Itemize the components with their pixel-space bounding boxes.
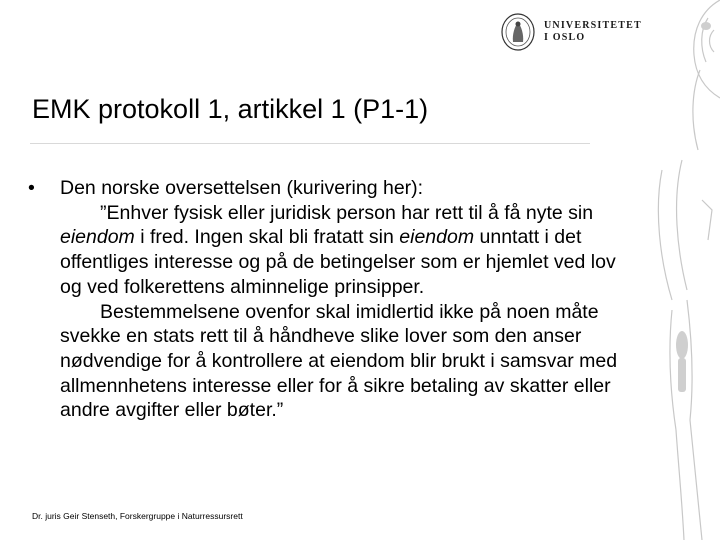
slide-body (28, 176, 618, 423)
logo-line-1: UNIVERSITETET (544, 20, 642, 31)
bullet-icon: • (28, 177, 35, 199)
quote-paragraph-1 (60, 201, 618, 300)
decorative-sketch (642, 0, 720, 540)
logo-line-2: I OSLO (544, 32, 586, 43)
slide-title: EMK protokoll 1, artikkel 1 (P1-1) (32, 94, 429, 124)
bullet-item (28, 176, 618, 201)
quote-p1-part3: unntatt i det offentliges interesse og på de betingelser som er hjemlet ved lov og ved folkerettens alminnelige prinsipper. (60, 226, 616, 298)
quote-paragraph-2: Bestemmelsene ovenfor skal imidlertid ikke på noen måte svekke en stats rett til å håndheve slike lover som den anser nødvendige for å kontrollere at eiendom blir brukt i samsvar med allmennhetens interesse eller for å sikre betaling av skatter eller andre avgifter eller bøter.” (60, 300, 618, 422)
quote-p1-part2: i fred. Ingen skal bli fratatt sin (134, 226, 400, 249)
title-divider (30, 143, 590, 144)
quote-p1-emphasis-1: eiendom (60, 226, 135, 249)
bullet-intro-text: Den norske oversettelsen (kurivering her): (60, 177, 424, 199)
university-seal-icon (500, 12, 536, 52)
slide-footer: Dr. juris Geir Stenseth, Forskergruppe i Naturressursrett (32, 511, 243, 521)
university-logo (500, 12, 642, 52)
quote-p1-part1: ”Enhver fysisk eller juridisk person har rett til å få nyte sin (100, 201, 594, 224)
quote-block (28, 201, 618, 423)
quote-p1-emphasis-2: eiendom (399, 226, 475, 249)
